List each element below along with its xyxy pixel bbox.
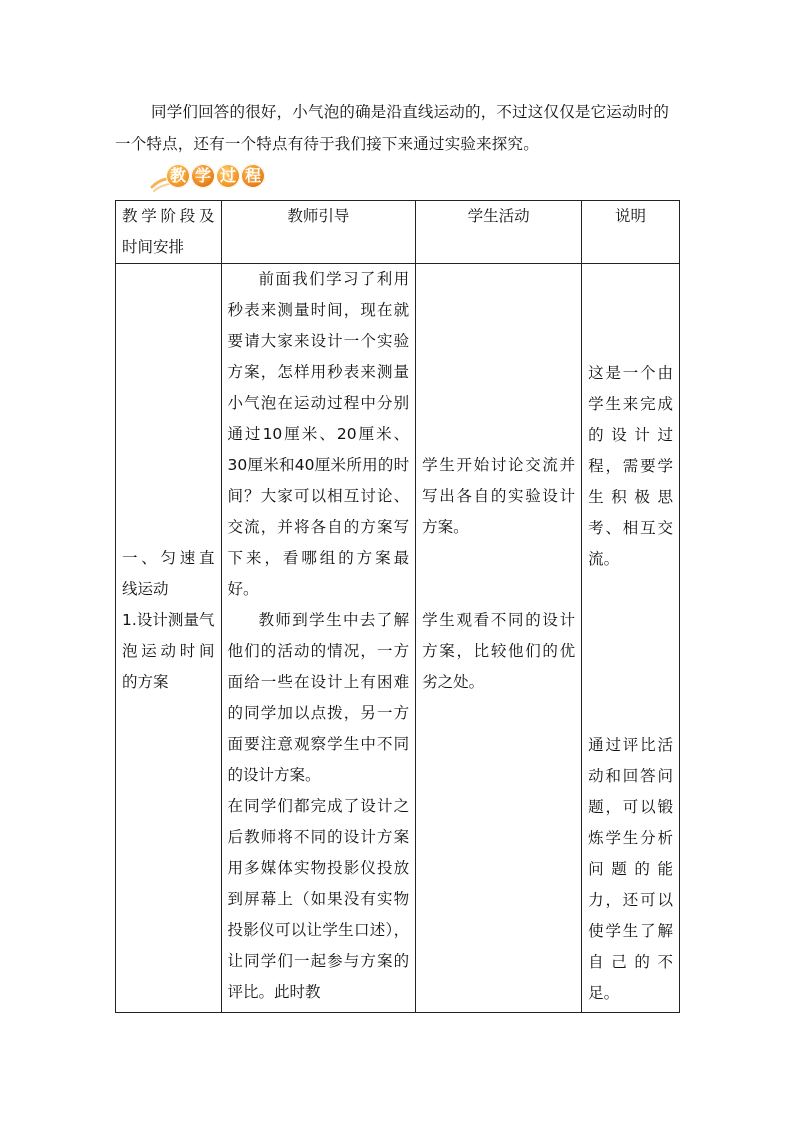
stage-cell xyxy=(116,264,222,1013)
teacher-paragraph-2: 教师到学生中去了解他们的活动的情况，一方面给一些在设计上有困难的同学加以点拨，另一方面要注意观察学生中不同的设计方案。 xyxy=(227,611,410,784)
badge-char: 教 xyxy=(166,164,190,188)
student-cell xyxy=(416,264,582,1013)
header-student: 学生活动 xyxy=(416,201,582,264)
notes-paragraph-2: 通过评比活动和回答问题，可以锻炼学生分析问题的能力，还可以使学生了解自己的不足。 xyxy=(588,736,673,1002)
lesson-table xyxy=(115,200,680,1013)
badge-char: 学 xyxy=(191,164,215,188)
student-paragraph-1: 学生开始讨论交流并写出各自的实验设计方案。 xyxy=(422,456,576,536)
badge-char: 程 xyxy=(241,164,265,188)
notes-paragraph-1: 这是一个由学生来完成的设计过程，需要学生积极思考、相互交流。 xyxy=(588,364,673,568)
teacher-paragraph-1: 前面我们学习了利用秒表来测量时间，现在就要请大家来设计一个实验方案，怎样用秒表来测量小气泡在运动过程中分别通过10厘米、20厘米、30厘米和40厘米所用的时间？大家可以相互讨论、交流，并将各自的方案写下来，看哪组的方案最好。 xyxy=(227,270,410,598)
badge-title xyxy=(166,164,265,188)
stage-title: 一、匀速直线运动 xyxy=(122,549,215,598)
header-stage: 教学阶段及时间安排 xyxy=(116,201,222,264)
header-teacher: 教师引导 xyxy=(221,201,416,264)
intro-paragraph: 同学们回答的很好，小气泡的确是沿直线运动的，不过这仅仅是它运动时的一个特点，还有一个特点有待于我们接下来通过实验来探究。 xyxy=(115,103,670,153)
student-paragraph-2: 学生观看不同的设计方案，比较他们的优劣之处。 xyxy=(422,611,576,691)
table-row xyxy=(116,264,680,1013)
teacher-cell xyxy=(221,264,416,1013)
table-header-row xyxy=(116,201,680,264)
section-badge xyxy=(150,163,260,193)
badge-char: 过 xyxy=(216,164,240,188)
header-notes: 说明 xyxy=(582,201,680,264)
stage-subtitle: 1.设计测量气泡运动时间的方案 xyxy=(122,611,215,691)
teacher-paragraph-3: 在同学们都完成了设计之后教师将不同的设计方案用多媒体实物投影仪投放到屏幕上（如果没有实物投影仪可以让学生口述），让同学们一起参与方案的评比。此时教 xyxy=(227,797,410,1001)
notes-cell xyxy=(582,264,680,1013)
